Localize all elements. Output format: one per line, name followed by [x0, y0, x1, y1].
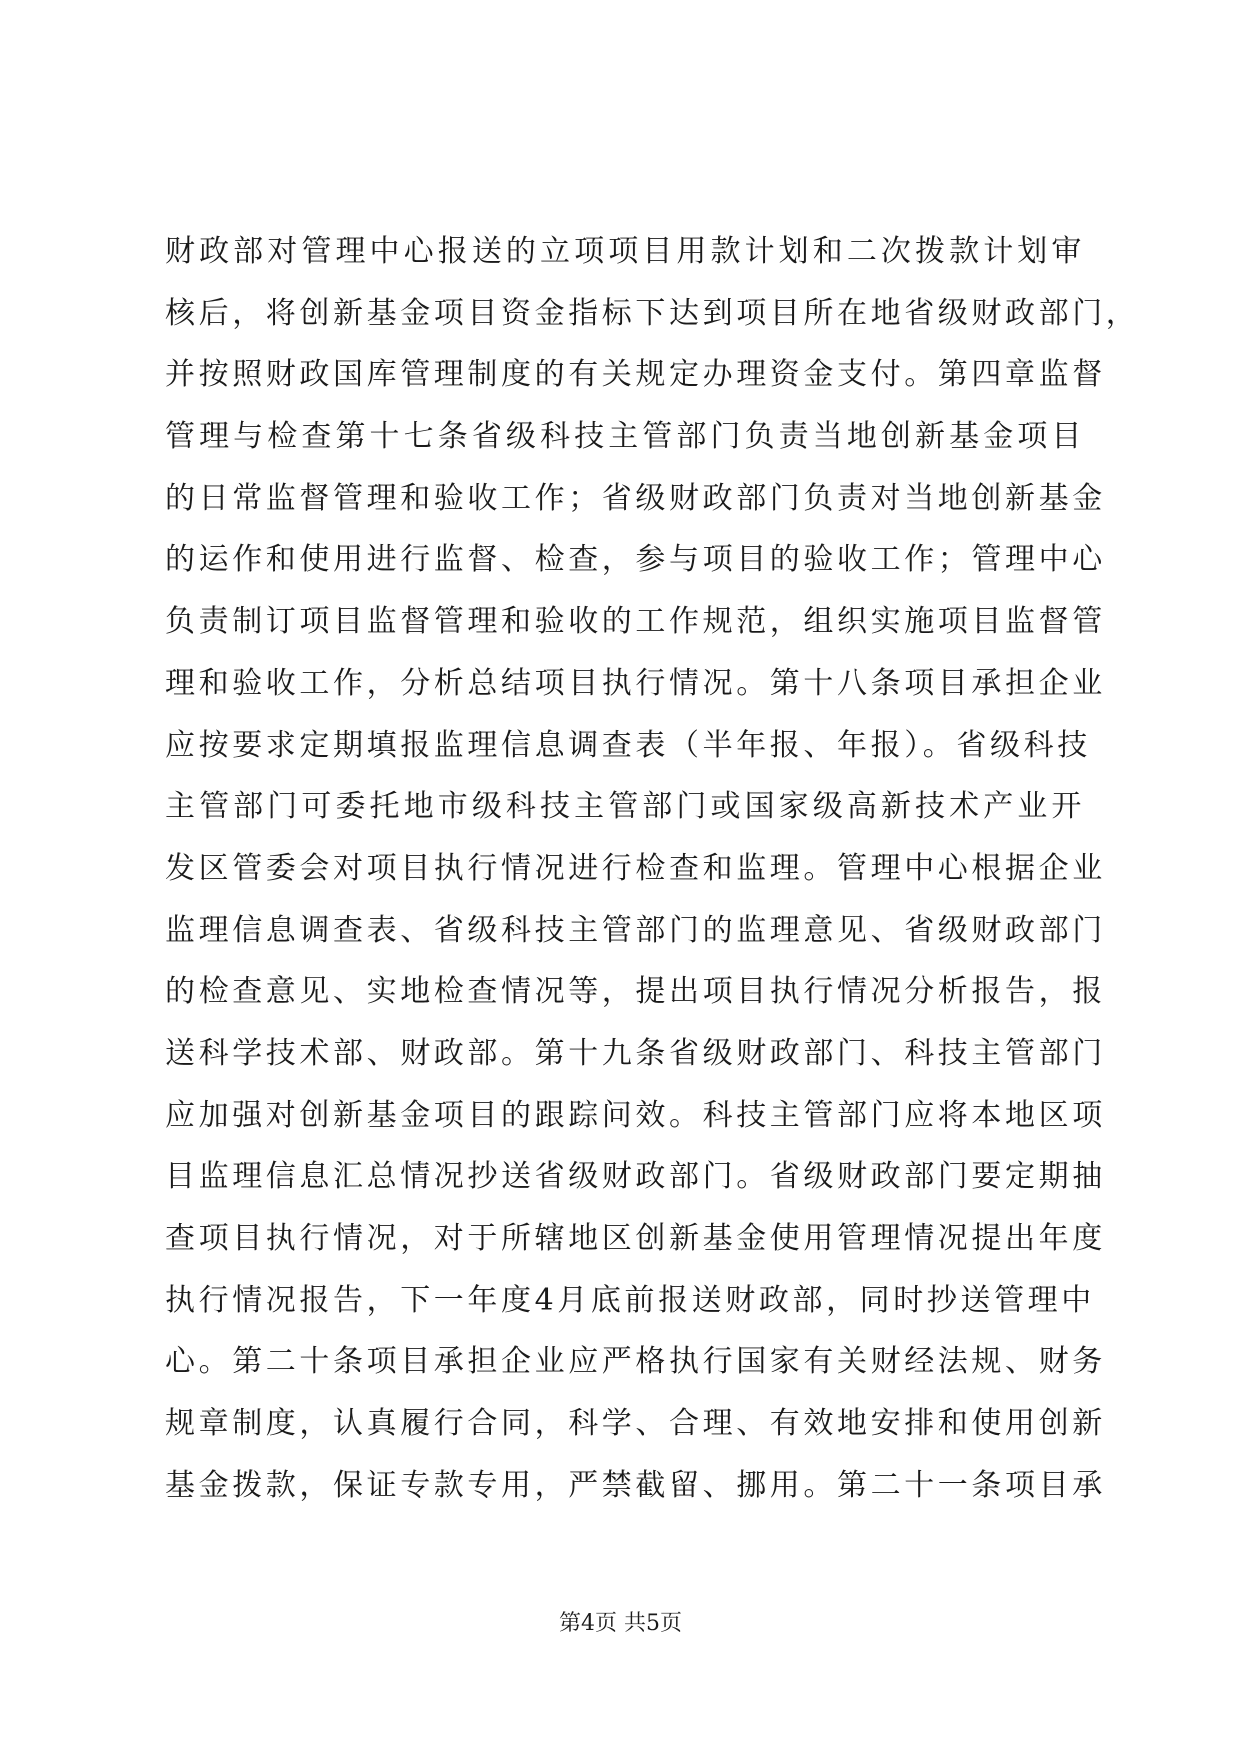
text-line: 基金拨款，保证专款专用，严禁截留、挪用。第二十一条项目承	[165, 1467, 1106, 1503]
text-line: 目监理信息汇总情况抄送省级财政部门。省级财政部门要定期抽	[165, 1159, 1106, 1195]
text-line: 规章制度，认真履行合同，科学、合理、有效地安排和使用创新	[165, 1406, 1106, 1442]
text-line: 送科学技术部、财政部。第十九条省级财政部门、科技主管部门	[165, 1035, 1106, 1071]
page-number-footer: 第4页 共5页	[559, 1611, 682, 1636]
text-line: 的日常监督管理和验收工作；省级财政部门负责对当地创新基金	[165, 480, 1106, 516]
text-line: 应按要求定期填报监理信息调查表（半年报、年报）。省级科技	[165, 727, 1091, 763]
text-line: 财政部对管理中心报送的立项项目用款计划和二次拨款计划审	[165, 234, 1085, 269]
text-line: 执行情况报告，下一年度4月底前报送财政部，同时抄送管理中	[165, 1282, 1095, 1318]
text-line: 理和验收工作，分析总结项目执行情况。第十八条项目承担企业	[165, 665, 1106, 701]
text-line: 应加强对创新基金项目的跟踪问效。科技主管部门应将本地区项	[165, 1097, 1106, 1133]
text-line: 的检查意见、实地检查情况等，提出项目执行情况分析报告，报	[165, 974, 1106, 1010]
text-line: 核后，将创新基金项目资金指标下达到项目所在地省级财政部门，	[165, 295, 1140, 331]
text-line: 主管部门可委托地市级科技主管部门或国家级高新技术产业开	[165, 789, 1085, 825]
text-line: 管理与检查第十七条省级科技主管部门负责当地创新基金项目	[165, 419, 1085, 455]
text-line: 并按照财政国库管理制度的有关规定办理资金支付。第四章监督	[165, 357, 1106, 393]
text-line: 心。第二十条项目承担企业应严格执行国家有关财经法规、财务	[165, 1344, 1106, 1380]
text-line: 查项目执行情况，对于所辖地区创新基金使用管理情况提出年度	[165, 1221, 1106, 1256]
text-line: 发区管委会对项目执行情况进行检查和监理。管理中心根据企业	[165, 850, 1106, 886]
body-text	[165, 232, 1140, 1527]
text-line: 负责制订项目监督管理和验收的工作规范，组织实施项目监督管	[165, 604, 1106, 640]
text-line: 监理信息调查表、省级科技主管部门的监理意见、省级财政部门	[165, 912, 1106, 948]
text-line: 的运作和使用进行监督、检查，参与项目的验收工作；管理中心	[165, 542, 1106, 578]
